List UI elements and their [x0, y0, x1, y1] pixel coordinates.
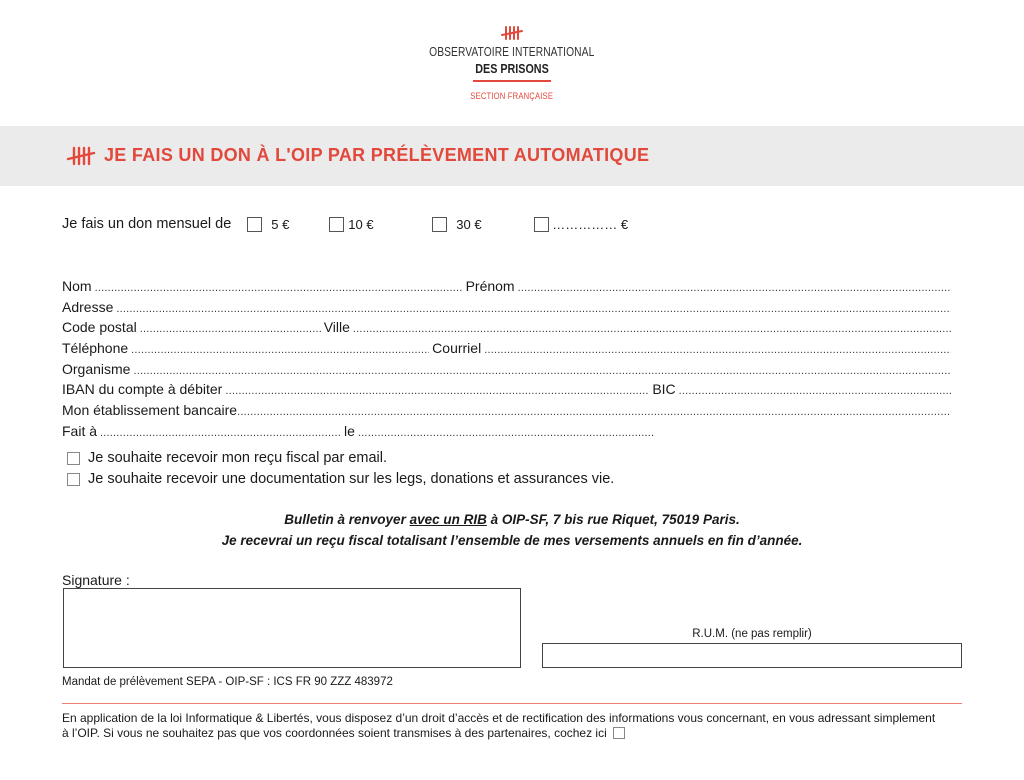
- divider: [62, 703, 962, 704]
- donation-label: Je fais un don mensuel de: [62, 216, 232, 232]
- etablissement-field[interactable]: [237, 406, 951, 418]
- adresse-label: Adresse: [62, 298, 114, 315]
- donation-option-label: 5 €: [271, 216, 290, 232]
- tally-marks-icon: [501, 26, 523, 40]
- privacy-notice: [62, 711, 942, 740]
- le-label: le: [344, 422, 355, 439]
- checkbox[interactable]: [534, 217, 549, 232]
- form-line-bank: [62, 402, 954, 423]
- signature-box[interactable]: [63, 588, 521, 668]
- prenom-label: Prénom: [465, 278, 515, 294]
- signature-label: Signature :: [62, 572, 130, 588]
- title-banner: [0, 126, 1024, 186]
- prenom-field[interactable]: [518, 282, 951, 294]
- form-line-organisme: [62, 361, 954, 382]
- rum-label: R.U.M. (ne pas remplir): [692, 628, 812, 640]
- page-title: JE FAIS UN DON À L'OIP PAR PRÉLÈVEMENT AUTOMATIQUE: [104, 145, 650, 165]
- checkbox[interactable]: [67, 452, 80, 465]
- checkbox[interactable]: [247, 217, 262, 232]
- documentation-option[interactable]: [67, 471, 614, 487]
- email-receipt-option[interactable]: [67, 450, 387, 466]
- logo-line-3: SECTION FRANÇAISE: [470, 90, 554, 101]
- donation-row: [62, 216, 628, 232]
- form-line-phone: [62, 340, 954, 361]
- iban-field[interactable]: [225, 385, 649, 397]
- organisme-field[interactable]: [133, 365, 951, 377]
- telephone-label: Téléphone: [62, 340, 129, 357]
- donation-option-10[interactable]: [329, 217, 432, 232]
- form-line-name: [62, 278, 954, 299]
- organisme-label: Organisme: [62, 360, 131, 377]
- checkbox[interactable]: [67, 473, 80, 486]
- courriel-label: Courriel: [432, 340, 482, 357]
- courriel-field[interactable]: [484, 344, 951, 356]
- checkbox[interactable]: [329, 217, 344, 232]
- telephone-field[interactable]: [131, 344, 429, 356]
- logo-line-2: DES PRISONS: [475, 62, 549, 76]
- return-instructions: [0, 512, 1024, 527]
- rum-box: [542, 643, 962, 668]
- date-field[interactable]: [358, 427, 654, 439]
- nom-field[interactable]: [95, 282, 463, 294]
- checkbox-label: Je souhaite recevoir une documentation sur les legs, donations et assurances vie.: [88, 471, 615, 487]
- tally-marks-icon: [66, 146, 96, 166]
- donation-option-30[interactable]: [432, 217, 534, 232]
- instructions-underlined: avec un RIB: [409, 512, 487, 527]
- bic-label: BIC: [652, 381, 676, 398]
- contact-form: [62, 278, 954, 444]
- donation-option-label: 10 €: [348, 216, 374, 232]
- donation-option-5[interactable]: [247, 217, 329, 232]
- bic-field[interactable]: [679, 385, 951, 397]
- instructions-text: Bulletin à renvoyer: [284, 512, 410, 527]
- ville-label: Ville: [323, 319, 350, 336]
- donation-option-other[interactable]: [534, 217, 628, 232]
- adresse-field[interactable]: [116, 303, 951, 315]
- tax-receipt-note: Je recevrai un reçu fiscal totalisant l’ensemble de mes versements annuels en fin d’année.: [221, 533, 803, 548]
- code-postal-label: Code postal: [62, 319, 137, 336]
- nom-label: Nom: [62, 278, 92, 294]
- partner-optout-checkbox[interactable]: [613, 727, 625, 739]
- ville-field[interactable]: [353, 323, 951, 335]
- logo-rule: [473, 80, 551, 82]
- checkbox[interactable]: [432, 217, 447, 232]
- fait-a-field[interactable]: [100, 427, 341, 439]
- form-line-iban: [62, 381, 954, 402]
- donation-option-label: 30 €: [456, 216, 482, 232]
- form-line-adresse: [62, 299, 954, 320]
- oip-logo: [0, 26, 1024, 104]
- code-postal-field[interactable]: [140, 323, 321, 335]
- form-line-date: [62, 423, 954, 444]
- instructions-address: à OIP-SF, 7 bis rue Riquet, 75019 Paris.: [486, 512, 740, 527]
- etablissement-label: Mon établissement bancaire: [62, 402, 238, 419]
- iban-label: IBAN du compte à débiter: [62, 381, 223, 398]
- checkbox-label: Je souhaite recevoir mon reçu fiscal par email.: [88, 450, 387, 466]
- donation-option-label: …………… €: [552, 216, 629, 232]
- logo-line-1: OBSERVATOIRE INTERNATIONAL: [429, 45, 595, 59]
- form-line-postal: [62, 319, 954, 340]
- privacy-text: En application de la loi Informatique & Libertés, vous disposez d’un droit d’accès et de rectification des informations vous concernant, en vous adressant simplement à l’OIP. Si vous ne souhaitez pas que vos coordonnées soient transmises à des partenaires, cochez ici: [62, 711, 936, 740]
- sepa-mandate-text: Mandat de prélèvement SEPA - OIP-SF : ICS FR 90 ZZZ 483972: [62, 676, 393, 688]
- fait-a-label: Fait à: [62, 422, 98, 439]
